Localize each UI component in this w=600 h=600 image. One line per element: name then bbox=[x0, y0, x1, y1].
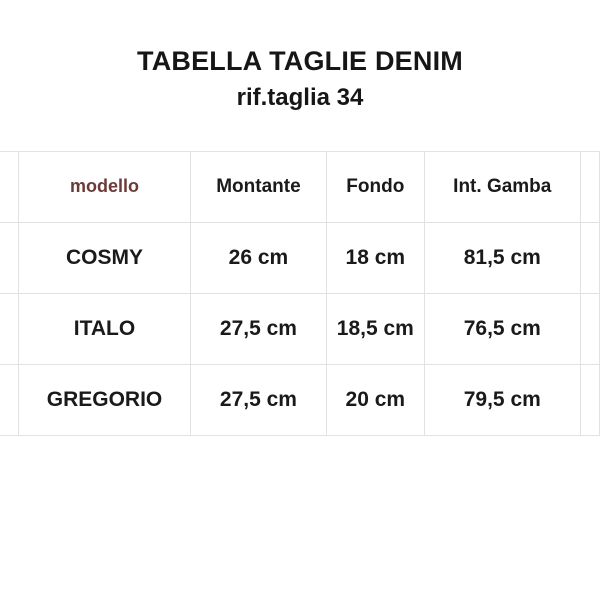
table-cell-int-gamba: 81,5 cm bbox=[424, 222, 580, 293]
table-edge-cell bbox=[0, 222, 19, 293]
table-row bbox=[0, 222, 600, 293]
table-edge-cell bbox=[0, 151, 19, 222]
table-edge-cell bbox=[580, 151, 599, 222]
table-header-montante: Montante bbox=[190, 151, 326, 222]
size-table-wrapper bbox=[0, 151, 600, 436]
table-row bbox=[0, 364, 600, 435]
table-edge-cell bbox=[0, 293, 19, 364]
table-cell-int-gamba: 79,5 cm bbox=[424, 364, 580, 435]
table-cell-montante: 27,5 cm bbox=[190, 293, 326, 364]
table-edge-cell bbox=[580, 364, 599, 435]
table-header-fondo: Fondo bbox=[326, 151, 424, 222]
page-title: TABELLA TAGLIE DENIM bbox=[137, 46, 463, 76]
table-cell-fondo: 18,5 cm bbox=[326, 293, 424, 364]
table-cell-montante: 27,5 cm bbox=[190, 364, 326, 435]
table-cell-model: ITALO bbox=[19, 293, 191, 364]
page-subtitle: rif.taglia 34 bbox=[236, 83, 364, 111]
table-cell-fondo: 20 cm bbox=[326, 364, 424, 435]
table-header-model bbox=[19, 151, 191, 222]
table-edge-cell bbox=[580, 293, 599, 364]
table-cell-int-gamba: 76,5 cm bbox=[424, 293, 580, 364]
table-cell-model: COSMY bbox=[19, 222, 191, 293]
size-table bbox=[0, 151, 600, 436]
table-header-int-gamba: Int. Gamba bbox=[424, 151, 580, 222]
table-edge-cell bbox=[0, 364, 19, 435]
table-cell-model: GREGORIO bbox=[19, 364, 191, 435]
table-row bbox=[0, 293, 600, 364]
table-header-model-label: modello bbox=[69, 175, 139, 196]
table-header-row bbox=[0, 151, 600, 222]
table-cell-montante: 26 cm bbox=[190, 222, 326, 293]
table-edge-cell bbox=[580, 222, 599, 293]
table-cell-fondo: 18 cm bbox=[326, 222, 424, 293]
